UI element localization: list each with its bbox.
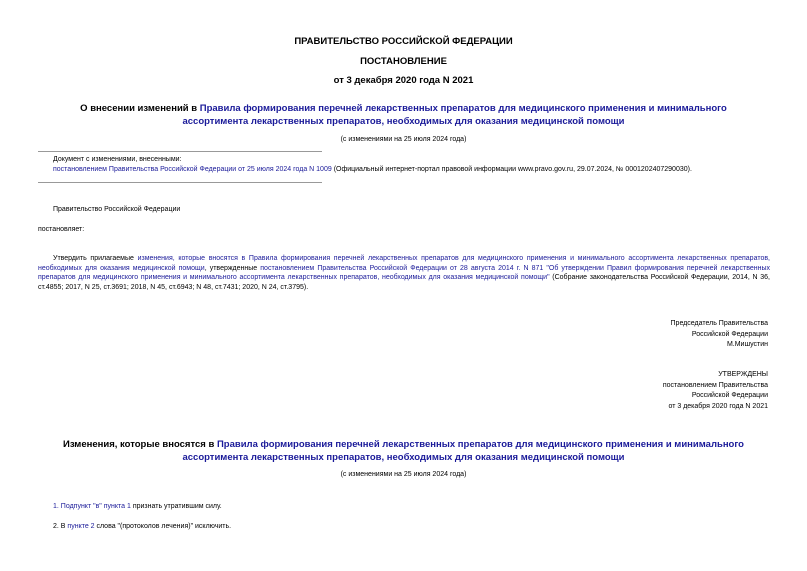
preamble-resolves: постановляет: bbox=[38, 226, 85, 233]
changes-revision-note: (с изменениями на 25 июля 2024 года) bbox=[340, 471, 467, 478]
preamble-government: Правительство Российской Федерации bbox=[53, 206, 181, 213]
signature-position: Председатель Правительства bbox=[670, 320, 768, 327]
changes-reference bbox=[53, 166, 773, 173]
changes-intro: Документ с изменениями, внесенными: bbox=[53, 156, 182, 163]
changes-title-link[interactable]: Правила формирования перечней лекарственных препаратов для медицинского применения и минимального ассортимента лекарственных препаратов, необходимых для оказания медицинской помощи bbox=[182, 439, 744, 463]
item-2-text: слова "(протоколов лечения)" исключить. bbox=[94, 523, 232, 530]
changes-title bbox=[55, 438, 752, 464]
decree-text-3: (Собрание законодательства Российской Федерации, 2014, N 36, ст.4855; 2017, N 25, ст.3691; 2018, N 45, ст.6943; N 48, ст.7431; 2020, N 24, ст.3795). bbox=[38, 274, 770, 291]
changes-title-prefix: Изменения, которые вносятся в bbox=[62, 439, 217, 450]
title-link[interactable]: Правила формирования перечней лекарственных препаратов для медицинского применения и минимального ассортимента лекарственных препаратов, необходимых для оказания медицинской помощи bbox=[182, 103, 727, 127]
item-1-number: 1. bbox=[53, 503, 61, 510]
approval-block bbox=[500, 370, 768, 412]
item-1-text: признать утратившим силу. bbox=[130, 503, 222, 510]
document-title bbox=[70, 102, 737, 128]
decree-paragraph bbox=[38, 254, 770, 292]
government-heading: ПРАВИТЕЛЬСТВО РОССИЙСКОЙ ФЕДЕРАЦИИ bbox=[294, 36, 513, 47]
decree-871-link[interactable]: постановлением Правительства Российской Федерации от 28 августа 2014 г. N 871 "Об утверждении Правил формирования перечней лекарственных препаратов для медицинского применения и минимального ассортимента лекарственных препаратов, необходимых для оказания медицинской помощи" bbox=[38, 264, 770, 282]
approved-date: от 3 декабря 2020 года N 2021 bbox=[668, 402, 768, 410]
changes-source: (Официальный интернет-портал правовой информации www.pravo.gov.ru, 29.07.2024, № 0001202407290030). bbox=[331, 166, 692, 173]
item-2-number: 2. В bbox=[53, 523, 68, 530]
revision-note: (с изменениями на 25 июля 2024 года) bbox=[340, 136, 467, 143]
document-type: ПОСТАНОВЛЕНИЕ bbox=[360, 56, 447, 67]
changes-link[interactable]: изменения, которые вносятся в Правила формирования перечней лекарственных препаратов для медицинского применения и минимального ассортимента лекарственных препаратов, необходимых для оказания медицинской помощи bbox=[38, 255, 771, 272]
divider-bottom bbox=[38, 182, 322, 183]
divider-top bbox=[38, 151, 322, 152]
item-1-link[interactable]: Подпункт "в" пункта 1 bbox=[60, 503, 131, 510]
signature-name: М.Мишустин bbox=[726, 341, 768, 348]
list-item-1 bbox=[53, 503, 222, 510]
decree-text-1: Утвердить прилагаемые bbox=[53, 255, 138, 262]
item-2-link[interactable]: пункте 2 bbox=[67, 523, 95, 530]
approved-country: Российской Федерации bbox=[691, 392, 768, 399]
signature-country: Российской Федерации bbox=[691, 330, 768, 338]
amending-decree-link[interactable]: постановлением Правительства Российской Федерации от 25 июля 2024 года N 1009 bbox=[53, 166, 332, 173]
decree-text-2: , утвержденные bbox=[204, 264, 261, 272]
list-item-2 bbox=[53, 523, 231, 530]
signature-block bbox=[500, 319, 768, 351]
approved-heading: УТВЕРЖДЕНЫ bbox=[718, 371, 768, 378]
approved-by: постановлением Правительства bbox=[662, 381, 768, 389]
document-date: от 3 декабря 2020 года N 2021 bbox=[333, 75, 474, 86]
title-prefix: О внесении изменений в bbox=[80, 103, 200, 114]
